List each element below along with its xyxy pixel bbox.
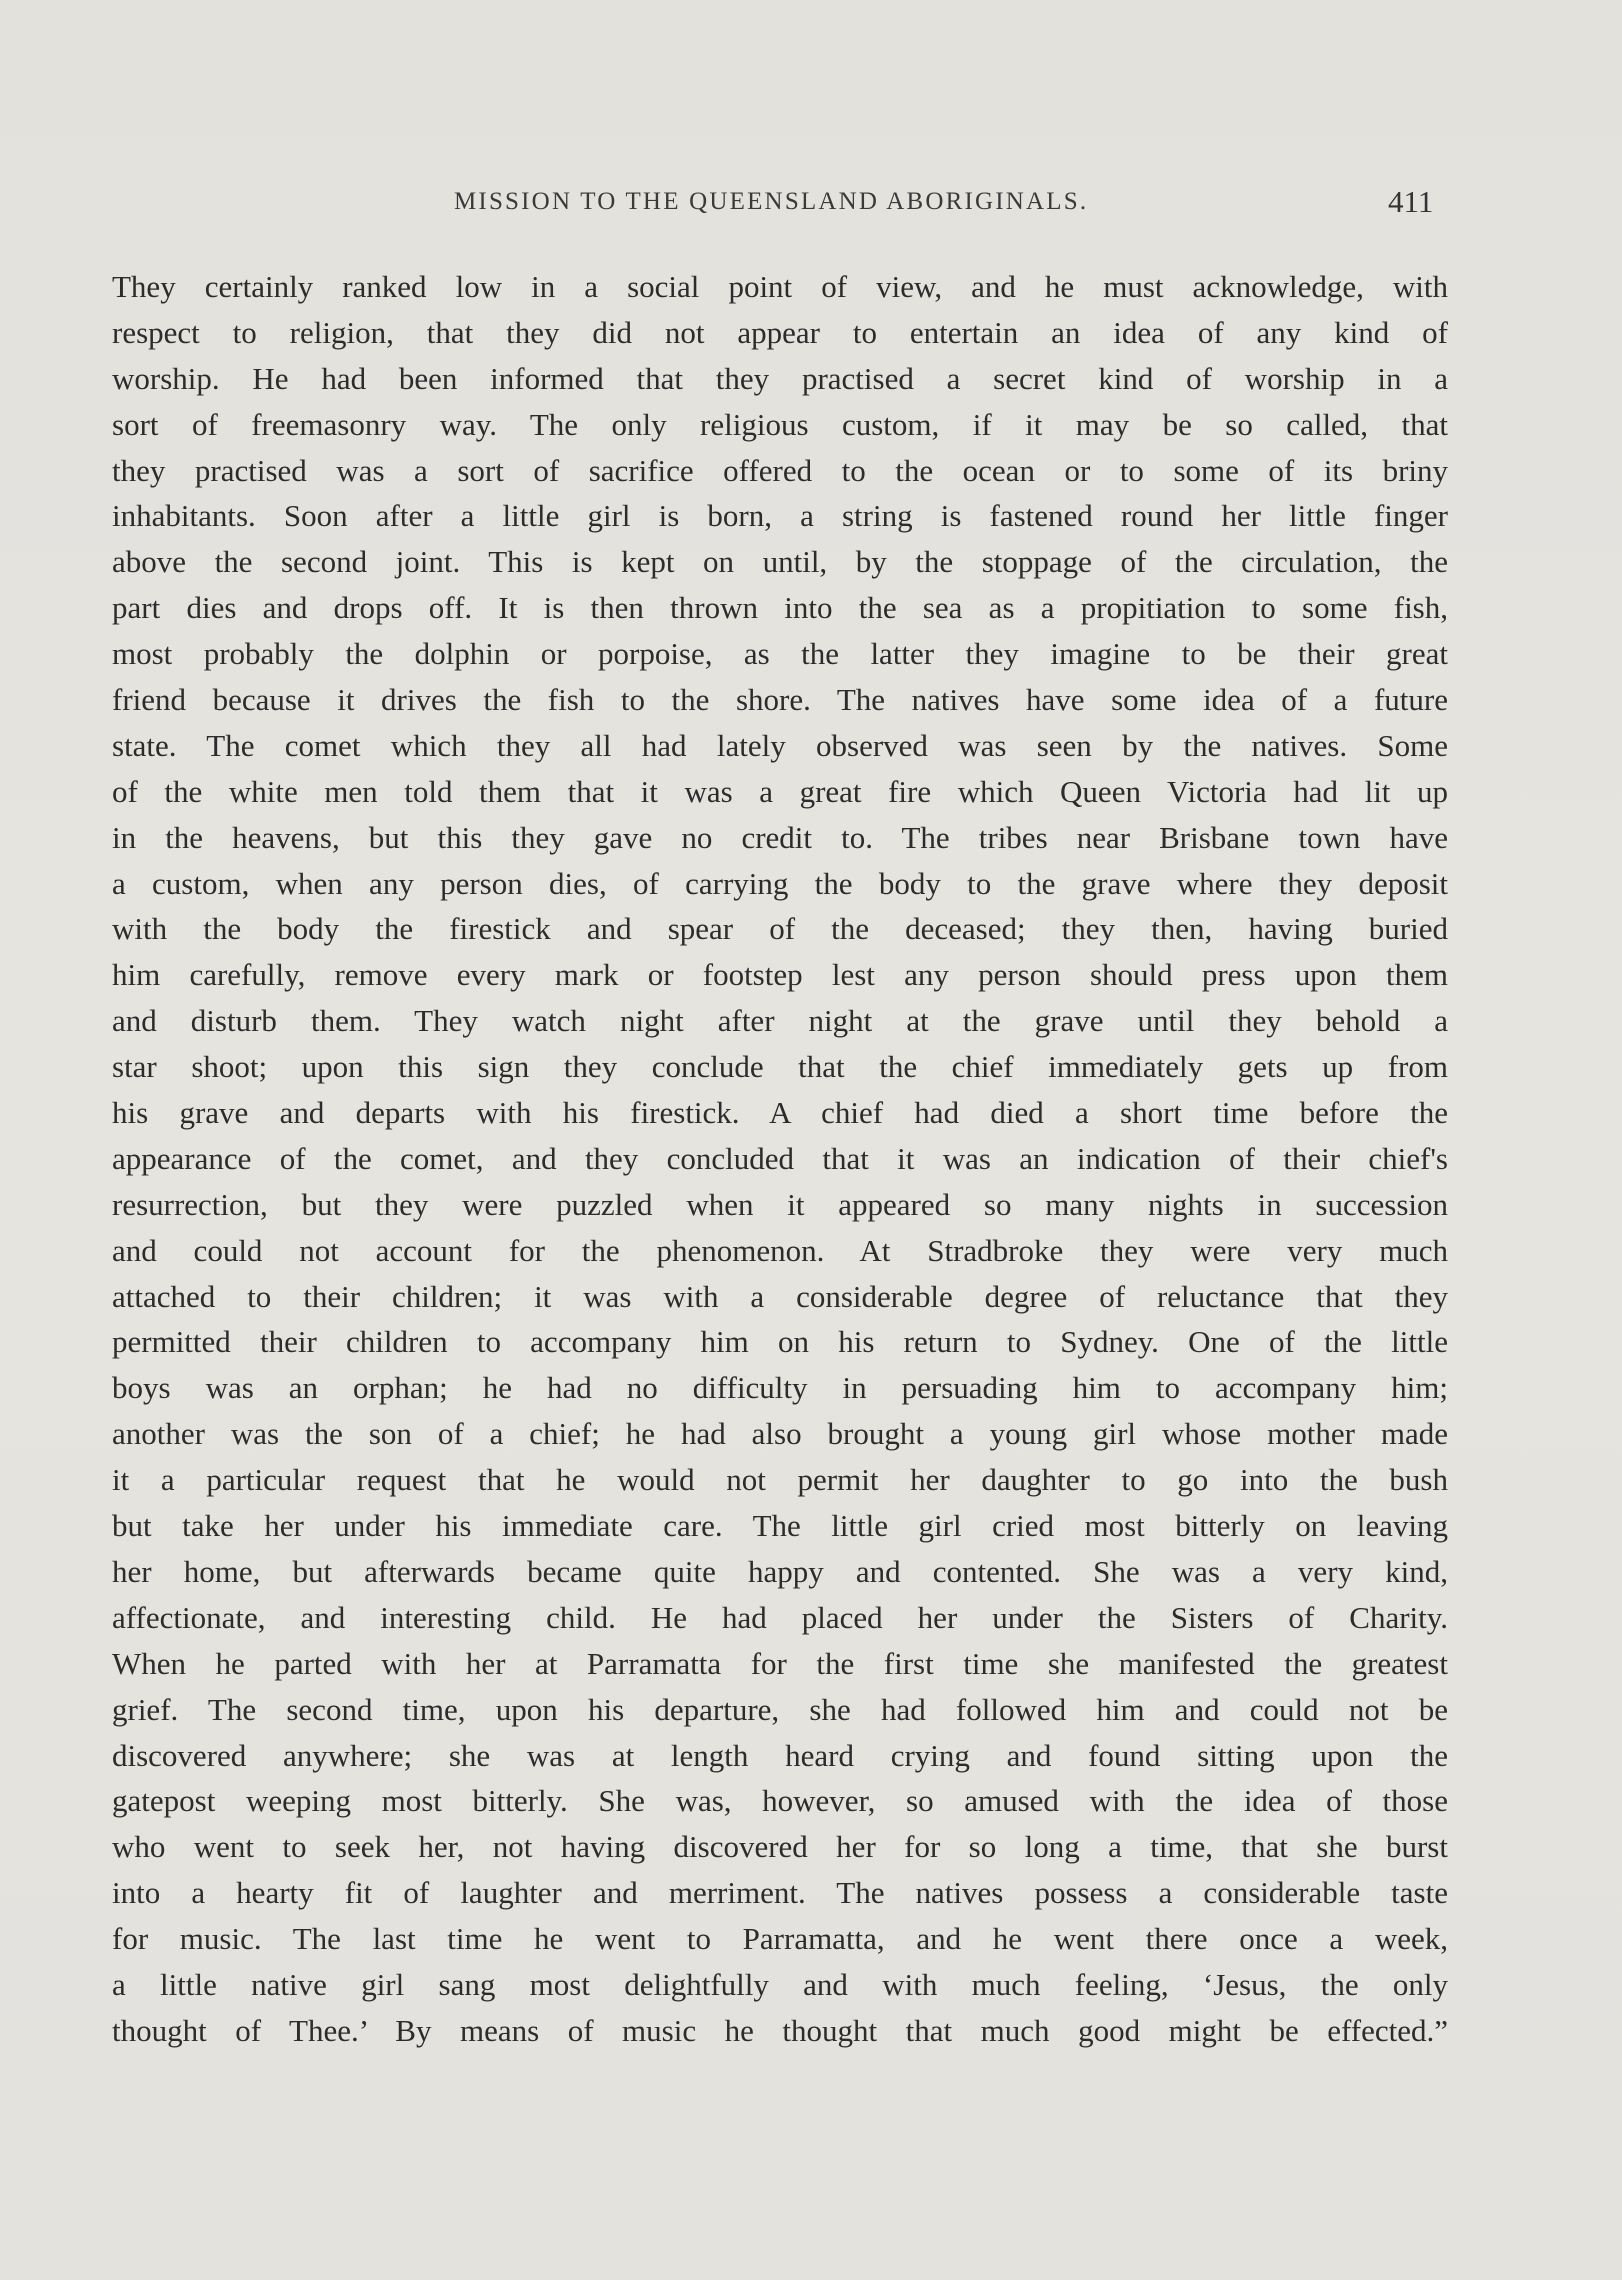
text-line: him carefully, remove every mark or footstep lest any person should press upon them xyxy=(112,957,1448,993)
text-line: another was the son of a chief; he had also brought a young girl whose mother made xyxy=(112,1416,1448,1452)
text-line: they practised was a sort of sacrifice offered to the ocean or to some of its briny xyxy=(112,452,1448,488)
running-head: MISSION TO THE QUEENSLAND ABORIGINALS. xyxy=(454,188,1089,215)
text-line: sort of freemasonry way. The only religious custom, if it may be so called, that xyxy=(112,406,1448,442)
text-line: but take her under his immediate care. The little girl cried most bitterly on leaving xyxy=(112,1508,1448,1544)
text-line: friend because it drives the fish to the shore. The natives have some idea of a future xyxy=(112,682,1448,718)
text-line: most probably the dolphin or porpoise, as the latter they imagine to be their great xyxy=(112,636,1448,672)
text-line: respect to religion, that they did not appear to entertain an idea of any kind of xyxy=(112,314,1448,350)
body-paragraph xyxy=(112,264,1448,2054)
text-line: worship. He had been informed that they practised a secret kind of worship in a xyxy=(112,360,1448,396)
text-line: gatepost weeping most bitterly. She was, however, so amused with the idea of those xyxy=(112,1783,1448,1819)
text-line: state. The comet which they all had lately observed was seen by the natives. Some xyxy=(112,727,1448,763)
text-line: boys was an orphan; he had no difficulty in persuading him to accompany him; xyxy=(112,1370,1448,1406)
text-line: attached to their children; it was with a considerable degree of reluctance that they xyxy=(112,1278,1448,1314)
text-line: her home, but afterwards became quite happy and contented. She was a very kind, xyxy=(112,1553,1448,1589)
text-line: inhabitants. Soon after a little girl is born, a string is fastened round her little finger xyxy=(112,498,1448,534)
text-line: who went to seek her, not having discovered her for so long a time, that she burst xyxy=(112,1829,1448,1865)
text-line: a little native girl sang most delightfully and with much feeling, ‘Jesus, the only xyxy=(112,1966,1448,2002)
text-line: affectionate, and interesting child. He had placed her under the Sisters of Charity. xyxy=(112,1599,1448,1635)
text-line: into a hearty fit of laughter and merriment. The natives possess a considerable taste xyxy=(112,1875,1448,1911)
text-line: thought of Thee.’ By means of music he thought that much good might be effected.” xyxy=(112,2012,1448,2048)
page-number: 411 xyxy=(1388,184,1434,219)
text-line: permitted their children to accompany him on his return to Sydney. One of the little xyxy=(112,1324,1448,1360)
text-line: When he parted with her at Parramatta for the first time she manifested the greatest xyxy=(112,1645,1448,1681)
text-line: resurrection, but they were puzzled when it appeared so many nights in succession xyxy=(112,1186,1448,1222)
text-line: appearance of the comet, and they concluded that it was an indication of their chief's xyxy=(112,1140,1448,1176)
text-line: his grave and departs with his firestick. A chief had died a short time before the xyxy=(112,1095,1448,1131)
text-line: and could not account for the phenomenon. At Stradbroke they were very much xyxy=(112,1232,1448,1268)
text-line: and disturb them. They watch night after night at the grave until they behold a xyxy=(112,1003,1448,1039)
text-line: above the second joint. This is kept on until, by the stoppage of the circulation, the xyxy=(112,544,1448,580)
text-line: for music. The last time he went to Parramatta, and he went there once a week, xyxy=(112,1921,1448,1957)
text-line: They certainly ranked low in a social point of view, and he must acknowledge, with xyxy=(112,269,1448,304)
text-line: grief. The second time, upon his departure, she had followed him and could not be xyxy=(112,1691,1448,1727)
text-line: star shoot; upon this sign they conclude that the chief immediately gets up from xyxy=(112,1049,1448,1085)
text-line: discovered anywhere; she was at length heard crying and found sitting upon the xyxy=(112,1737,1448,1773)
text-line: in the heavens, but this they gave no credit to. The tribes near Brisbane town have xyxy=(112,819,1448,855)
text-line: it a particular request that he would not permit her daughter to go into the bush xyxy=(112,1462,1448,1498)
text-line: part dies and drops off. It is then thrown into the sea as a propitiation to some fish, xyxy=(112,590,1448,626)
text-line: a custom, when any person dies, of carrying the body to the grave where they deposit xyxy=(112,865,1448,901)
text-line: with the body the firestick and spear of the deceased; they then, having buried xyxy=(112,911,1448,947)
text-line: of the white men told them that it was a great fire which Queen Victoria had lit up xyxy=(112,773,1448,809)
